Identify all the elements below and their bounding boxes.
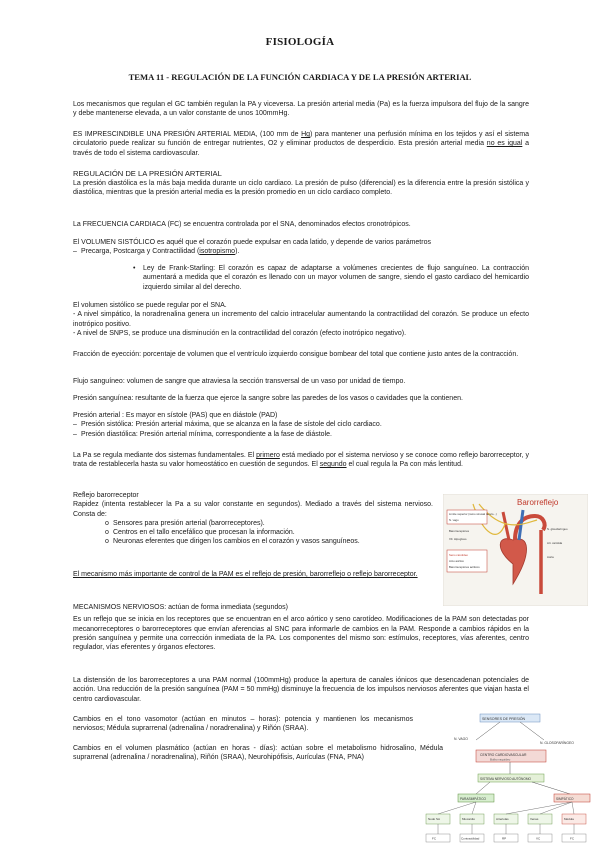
vs-params-underline: isotropismo	[199, 248, 236, 256]
frank-block	[73, 264, 529, 292]
pa-paragraph	[73, 451, 529, 470]
mecanismos-paragraph-2: La distensión de los barorreceptores a una PAM normal (100mmHg) produce la apertura de canales iónicos que desencadenan potenciales de acción. Una reducción de la presión sanguínea (PAM = 50 mmHg) disminuye la frecuencia de los impulsos nerviosos aferentes que viajan hasta el centro cardiovascular.	[73, 677, 529, 703]
volumen-block	[73, 744, 443, 763]
regulacion-section	[73, 169, 529, 198]
baro-section	[73, 491, 433, 547]
flow-top-label: SENSORES DE PRESIÓN	[482, 717, 526, 721]
flow-outputs	[426, 834, 586, 842]
flow-arrow-5	[532, 782, 570, 794]
vs-params-list	[73, 247, 529, 256]
pa-underline-1: primero	[256, 452, 280, 459]
pa-text-a: La Pa se regula mediante dos sistemas fundamentales. El	[73, 452, 257, 459]
figure-label-10: Aorta	[547, 555, 554, 559]
part-heading: Presión arterial : Es mayor en sístole (PAS) que en diástole (PAD)	[73, 412, 278, 419]
intro-underline: no es igual	[486, 140, 523, 148]
intro-paragraph-1: Los mecanismos que regulan el GC también regulan la PA y viceversa. La presión arterial media (Pa) es la fuerza impulsora del flujo de la sangre y debe mantenerse elevada, a un valor constante de unos 100mmHg.	[73, 101, 529, 118]
vs-paragraph: El VOLUMEN SISTÓLICO es aquél que el corazón puede expulsar en cada latido, y depende de varios parámetros	[73, 239, 431, 246]
flow-out-box-1	[426, 834, 450, 842]
intro-block	[73, 100, 529, 119]
baro-paragraph: Rapidez (intenta restablecer la Pa a su valor constante en segundos). Mediado a través del sistema nervioso. Consta de:	[73, 501, 433, 518]
document-title: FISIOLOGÍA	[265, 36, 335, 48]
mecanismos-paragraph-1: Es un reflejo que se inicia en los receptores que se encuentran en el arco aórtico y seno carotídeo. Modificaciones de la PAM son detectadas por mecanorreceptores o barorreceptores que envían aferencias al SNC para informarle de cambios en la PAM. Responde a cambios rápidos en la presión sanguínea y permite una corrección inmediata de la PA. Los componentes del mismo son: estímulos, receptores, vías aferentes, centro regulador, vías eferentes y órganos efectores.	[73, 616, 529, 652]
flow-left-label: N. VAGO	[454, 737, 468, 741]
mecanismos-paragraph-3: Cambios en el tono vasomotor (actúan en minutos – horas): potencia y mantienen los mecanismos nerviosos; Médula suprarrenal (adrenalina / noradrenalina) y Riñón (SRAA).	[73, 716, 413, 733]
baro-list	[73, 519, 433, 547]
flow-right-label: N. GLOSOFARÍNGEO	[540, 741, 574, 745]
flow-link-8	[506, 802, 572, 814]
flow-arrow-2	[520, 722, 544, 740]
flow-link-9	[540, 802, 572, 814]
figure-label-7: Barorreceptores aórticos	[449, 565, 480, 569]
flow-out-4: VC	[536, 836, 541, 841]
intro-text-a: (100 mm de	[257, 131, 302, 138]
figure-title: Barorreflejo	[517, 498, 559, 507]
regulacion-paragraph-1: La presión diastólica es la más baja medida durante un ciclo cardiaco. La presión de pulso (diferencial) es la diferencia entre la presión sistólica y diastólica, mientras que la presión arterial media es la presión promedio en un ciclo cardiaco completo.	[73, 180, 529, 197]
flow-leaves	[426, 814, 586, 824]
flow-center-label: CENTRO CARDIOVASCULAR	[480, 753, 527, 757]
regulacion-heading: REGULACIÓN DE LA PRESIÓN ARTERIAL	[73, 169, 222, 178]
intro-hg: Hg	[301, 131, 311, 138]
flow-diagram	[420, 710, 600, 848]
figure-label-9: Art. carótida	[547, 541, 563, 545]
pa-text-c: el cual regula la Pa con más lentitud.	[346, 461, 463, 469]
intro-block-2	[73, 130, 529, 158]
part-item-1: – Presión sistólica: Presión arterial máxima, que se alcanza en la fase de sístole del ciclo cardiaco.	[73, 420, 529, 429]
flow-arrow-4	[476, 782, 490, 794]
distension-block	[73, 676, 529, 704]
mecanismos-paragraph-4: Cambios en el volumen plasmático (actúan en horas - días): actúan sobre el metabolismo hidrosalino, Médula suprarrenal (adrenalina / noradrenalina), Riñón (SRAA), Neurohipófisis, Aurículas (FNA, PNA)	[73, 745, 443, 762]
tono-block	[73, 715, 413, 734]
baro-key-block	[73, 570, 443, 579]
flow-out-2: Contractilidad	[461, 836, 480, 841]
part-list	[73, 420, 529, 439]
psang-paragraph: Presión sanguínea: resultante de la fuerza que ejerce la sangre sobre las paredes de los vasos o cavidades que la contienen.	[73, 395, 463, 402]
mecanismos-section	[73, 603, 529, 652]
flow-link-6	[438, 802, 476, 814]
flow-leaf-4: Venas	[530, 817, 539, 821]
vs-block	[73, 238, 529, 257]
flow-snps-label: PARASIMPÁTICO	[460, 797, 486, 801]
frank-list	[73, 264, 529, 292]
frank-text: • Ley de Frank-Starling: El corazón es capaz de adaptarse a volúmenes crecientes de flujo sanguíneo. La contracción aumentará a medida que el corazón es llenado con un mayor volumen de sangre, siendo el gasto cardiaco del hemicardio izquierdo similar al del derecho.	[143, 265, 529, 291]
flow-link-10	[572, 802, 574, 814]
pa-underline-2: segundo	[319, 461, 347, 469]
vs-sna-block	[73, 301, 529, 338]
flow-arrow-1	[476, 722, 500, 740]
frank-item	[73, 264, 529, 292]
document-subtitle: TEMA 11 - REGULACIÓN DE LA FUNCIÓN CARDIACA Y DE LA PRESIÓN ARTERIAL	[128, 72, 472, 82]
part-item-2: – Presión diastólica: Presión arterial mínima, correspondiente a la fase de diástole.	[73, 430, 529, 439]
vs-params-end: ).	[235, 248, 240, 256]
flow-link-7	[472, 802, 476, 814]
flow-out-5: FC	[570, 836, 574, 841]
barorreflejo-figure	[443, 494, 588, 606]
pa-text-b: está mediado por el sistema nervioso y se conoce como reflejo barorreceptor, y trata de restablecerla hasta su valor homeostático en cuestión de segundos. El	[73, 452, 529, 469]
intro-emphasis: ES IMPRESCINDIBLE UNA PRESIÓN ARTERIAL MEDIA,	[73, 131, 258, 138]
baro-heading: Reflejo barorreceptor	[73, 492, 139, 499]
intro-paragraph-2	[73, 130, 529, 158]
fc-block	[73, 220, 529, 229]
part-block	[73, 411, 529, 439]
fc-paragraph: La FRECUENCIA CARDIACA (FC) se encuentra controlada por el SNA, denominados efectos cronotrópicos.	[73, 221, 411, 228]
flow-leaf-2: Miocardio	[462, 817, 476, 821]
flow-out-box-5	[562, 834, 586, 842]
figure-label-3: Barorreceptores	[449, 529, 470, 533]
baro-item-3: o Neuronas eferentes que dirigen los cambios en el corazón y vasos sanguíneos.	[73, 537, 433, 546]
vs-sna-item-2: - A nivel de SNPS, se produce una disminución en la contractilidad del corazón (efecto inotrópico negativo).	[73, 329, 407, 337]
figure-label-1: Límite superior (ramo sinusal nervio...)	[449, 512, 497, 516]
flow-out-1: FC	[432, 836, 436, 841]
figure-label-6: Arco aórtico	[449, 559, 464, 563]
vs-sna-heading: El volumen sistólico se puede regular por el SNA.	[73, 302, 227, 309]
figure-label-5: Seno carotídeo	[449, 553, 468, 557]
vs-params-text: Precarga, Postcarga y Contractilidad (	[81, 248, 200, 256]
baro-item-2: o Centros en el tallo encefálico que procesan la información.	[73, 528, 433, 537]
flow-leaf-5: Médula	[564, 817, 574, 821]
figure-label-8: N. glosofaríngeo	[547, 527, 568, 531]
vs-sna-item-1: - A nivel simpático, la noradrenalina genera un incremento del calcio intracelular aumentando la contractilidad del corazón. Se produce un efecto inotrópico positivo.	[73, 311, 529, 328]
flujo-paragraph: Flujo sanguíneo: volumen de sangre que atraviesa la sección transversal de un vaso por unidad de tiempo.	[73, 378, 406, 385]
figure-label-4: XII. Hipogloso	[449, 537, 467, 541]
mecanismos-heading: MECANISMOS NERVIOSOS: actúan de forma inmediata (segundos)	[73, 604, 289, 611]
pa-block	[73, 451, 529, 470]
intro-text-b: ) para mantener una perfusión mínima en los tejidos y así el sistema circulatorio puede realizar su función de entregar nutrientes, O2 y eliminar productos de desperdicio. Esta presión arterial media	[73, 131, 529, 148]
flujo-block	[73, 377, 529, 386]
figure-label-2: N. vago	[449, 518, 459, 522]
psang-block	[73, 394, 529, 403]
flow-leaf-3: Arteriolas	[496, 817, 509, 821]
flow-out-3: RP	[502, 836, 507, 841]
intro-text-c: a través de todo el sistema cardiovascular.	[73, 140, 529, 157]
baro-item-1: o Sensores para presión arterial (barorreceptores).	[73, 519, 433, 528]
flow-sns-label: SIMPÁTICO	[556, 797, 574, 801]
flow-leaf-1: Nodo SA	[428, 817, 441, 821]
fe-paragraph: Fracción de eyección: porcentaje de volumen que el ventrículo izquierdo consigue bombear del total que contiene justo antes de la contracción.	[73, 351, 519, 358]
flow-center-sub: Bulbo raquídeo	[490, 757, 511, 762]
vs-params-item	[73, 247, 529, 256]
baro-key-paragraph: El mecanismo más importante de control de la PAM es el reflejo de presión, barorreflejo o reflejo barorreceptor.	[73, 571, 418, 578]
flow-mid-label: SISTEMA NERVIOSO AUTÓNOMO	[480, 777, 531, 781]
fe-block	[73, 350, 529, 359]
